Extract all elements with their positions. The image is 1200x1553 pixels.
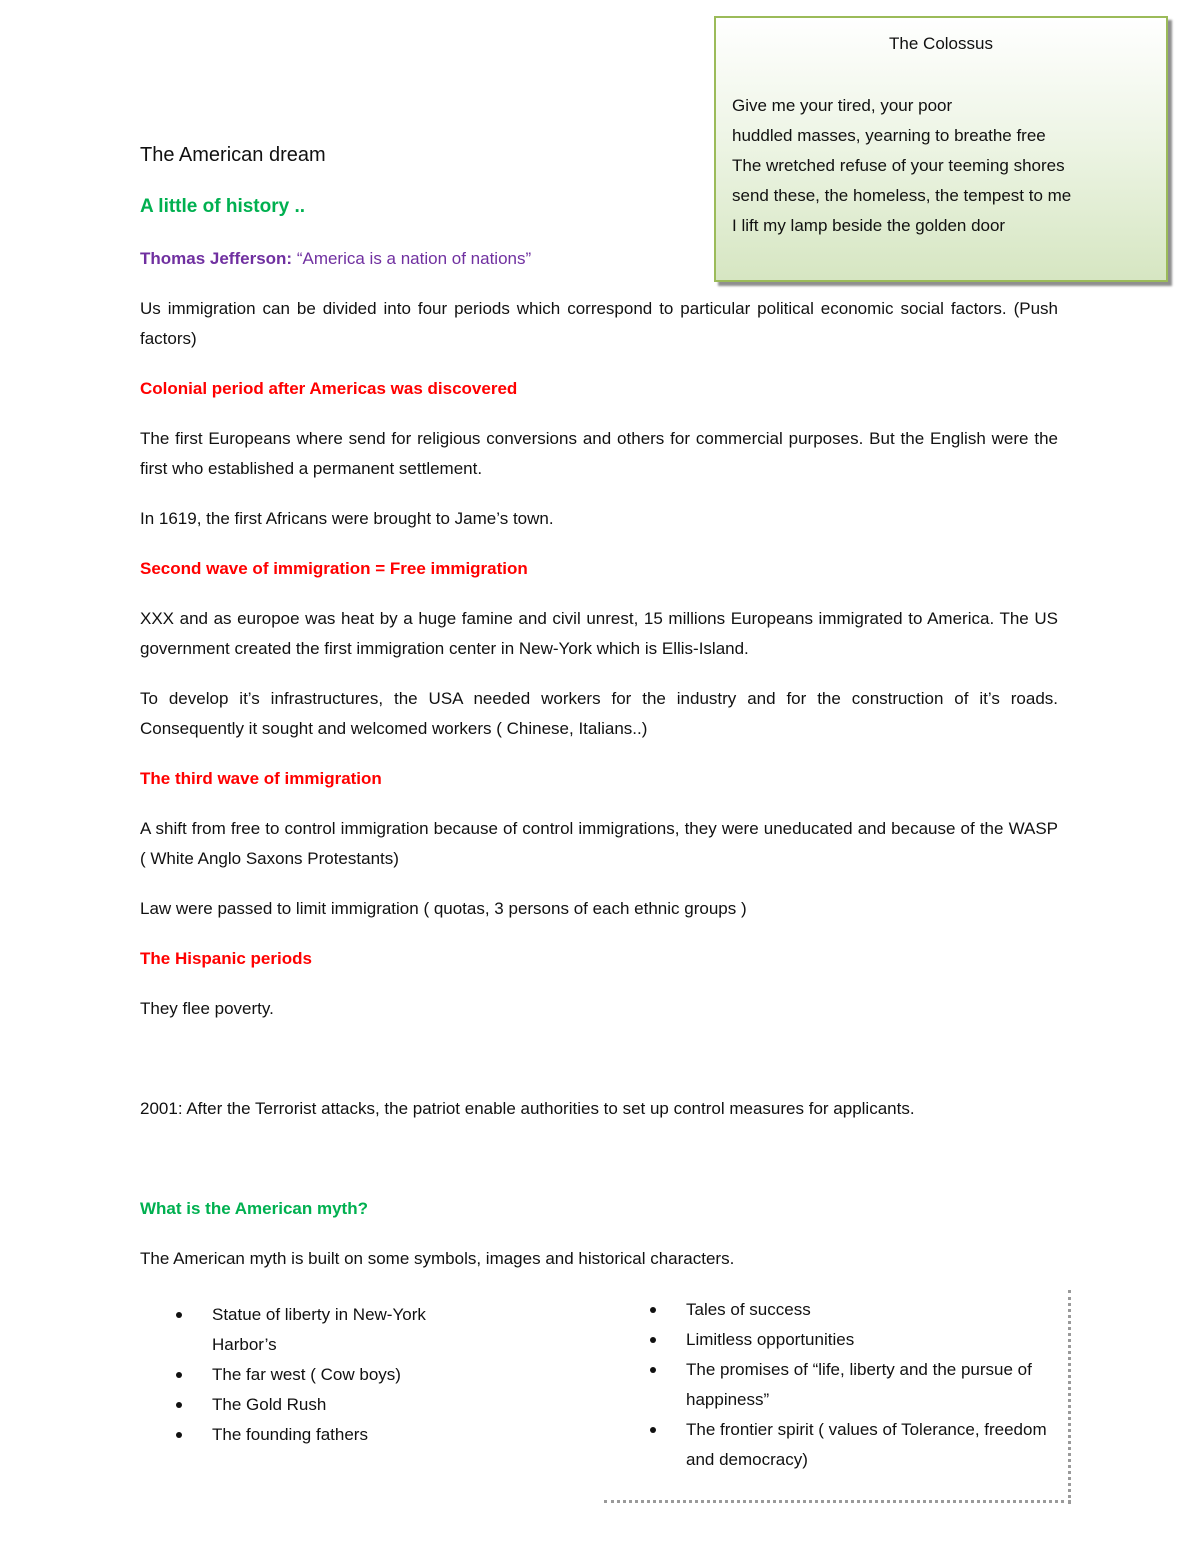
2001-paragraph: 2001: After the Terrorist attacks, the patriot enable authorities to set up control measures for applicants. <box>140 1099 915 1118</box>
symbols-list-left <box>140 1300 480 1450</box>
hispanic-heading: The Hispanic periods <box>140 949 312 968</box>
hispanic-paragraph: They flee poverty. <box>140 999 274 1018</box>
list-item: The founding fathers <box>140 1420 480 1450</box>
intro-paragraph: Us immigration can be divided into four periods which correspond to particular political economic social factors. (Push factors) <box>140 299 1058 348</box>
third-wave-heading: The third wave of immigration <box>140 769 382 788</box>
list-item: The Gold Rush <box>140 1390 480 1420</box>
colossus-line: Give me your tired, your poor <box>732 96 953 115</box>
myth-heading: What is the American myth? <box>140 1199 368 1218</box>
infrastructure-paragraph: To develop it’s infrastructures, the USA needed workers for the industry and for the construction of it’s roads. Consequently it sought and welcomed workers ( Chinese, Italians..) <box>140 689 1058 738</box>
colossus-line: send these, the homeless, the tempest to me <box>732 186 1072 205</box>
list-item: Tales of success <box>614 1295 1054 1325</box>
list-item: Statue of liberty in New-York Harbor’s <box>140 1300 480 1360</box>
second-wave-paragraph: XXX and as europoe was heat by a huge famine and civil unrest, 15 millions Europeans immigrated to America. The US government created the first immigration center in New-York which is Ellis-Island. <box>140 609 1058 658</box>
second-wave-heading: Second wave of immigration = Free immigration <box>140 559 528 578</box>
list-item: The promises of “life, liberty and the pursue of happiness” <box>614 1355 1054 1415</box>
history-heading: A little of history .. <box>140 196 306 217</box>
third-wave-paragraph: A shift from free to control immigration because of control immigrations, they were uneducated and because of the WASP ( White Anglo Saxons Protestants) <box>140 819 1058 868</box>
list-item: The far west ( Cow boys) <box>140 1360 480 1390</box>
colonial-heading: Colonial period after Americas was discovered <box>140 379 518 398</box>
colonial-paragraph: The first Europeans where send for religious conversions and others for commercial purposes. But the English were the first who established a permanent settlement. <box>140 429 1058 478</box>
jefferson-name: Thomas Jefferson: <box>140 249 293 268</box>
jefferson-quote-line <box>140 244 531 274</box>
colossus-poem-box <box>714 16 1168 282</box>
myth-paragraph: The American myth is built on some symbols, images and historical characters. <box>140 1249 735 1268</box>
africans-paragraph: In 1619, the first Africans were brought to Jame’s town. <box>140 509 554 528</box>
colossus-title: The Colossus <box>889 34 993 53</box>
law-paragraph: Law were passed to limit immigration ( quotas, 3 persons of each ethnic groups ) <box>140 899 747 918</box>
colossus-line: huddled masses, yearning to breathe free <box>732 126 1046 145</box>
symbols-list-right <box>614 1295 1054 1475</box>
colossus-line: The wretched refuse of your teeming shores <box>732 156 1065 175</box>
colossus-line: I lift my lamp beside the golden door <box>732 216 1006 235</box>
document-title: The American dream <box>140 144 326 166</box>
list-item: The frontier spirit ( values of Tolerance, freedom and democracy) <box>614 1415 1054 1475</box>
list-item: Limitless opportunities <box>614 1325 1054 1355</box>
jefferson-quote: “America is a nation of nations” <box>292 249 532 268</box>
dotted-border-right <box>1068 1290 1071 1504</box>
dotted-border-bottom <box>604 1500 1071 1503</box>
